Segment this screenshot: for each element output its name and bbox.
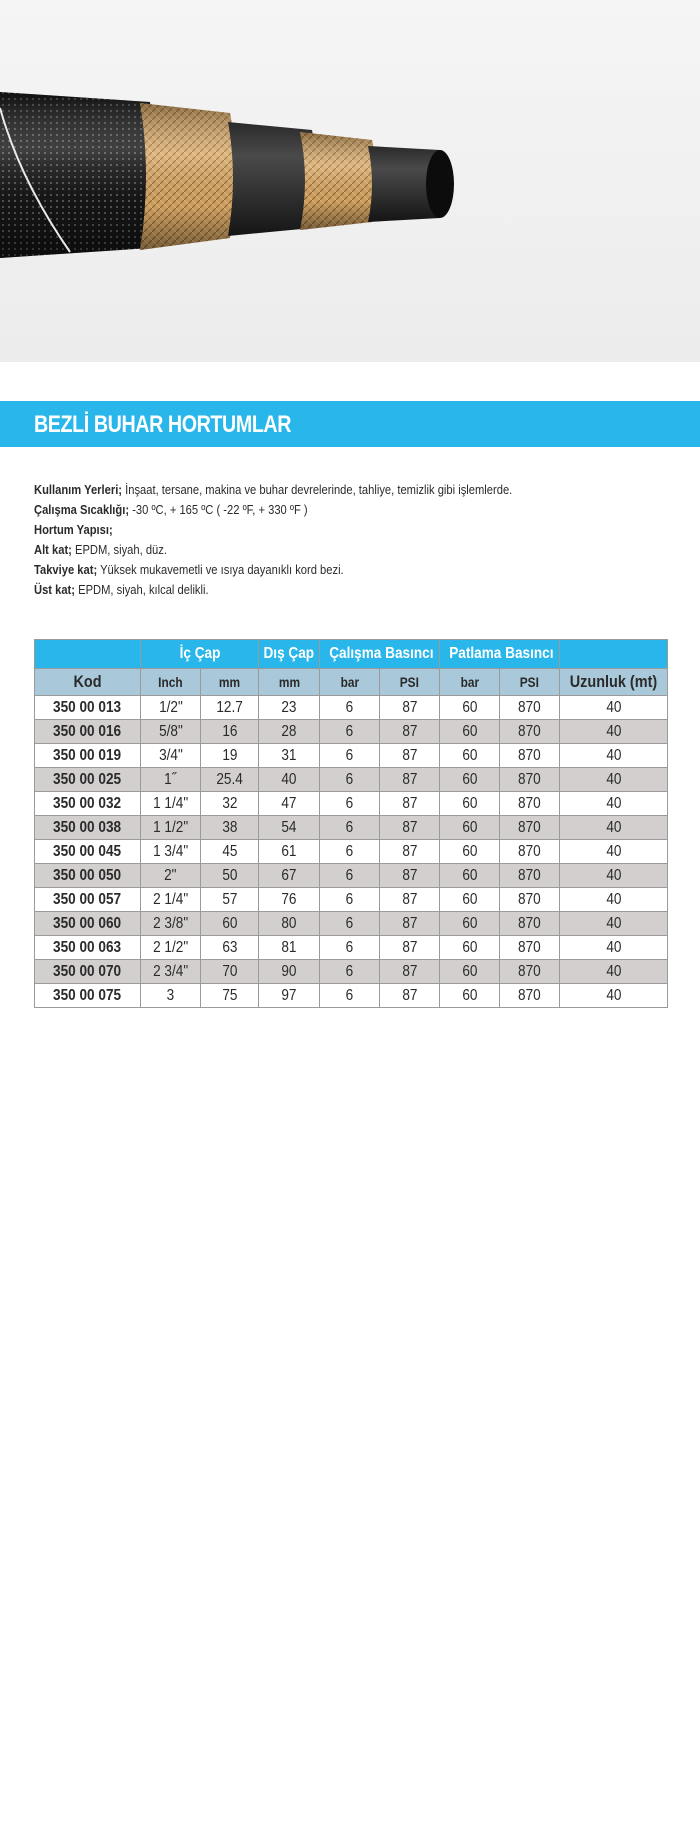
- cell-patlama-bar: 60: [440, 720, 500, 744]
- cell-mm: 12.7: [201, 696, 259, 720]
- cell-patlama-bar: 60: [440, 984, 500, 1008]
- cell-calisma-psi: 87: [380, 960, 440, 984]
- table-row: [35, 984, 668, 1008]
- cell-inch: 1/2": [141, 696, 201, 720]
- cell-patlama-bar: 60: [440, 768, 500, 792]
- info-usage: Kullanım Yerleri; İnşaat, tersane, makina ve buhar devrelerinde, tahliye, temizlik gibi işlemlerde.: [34, 482, 513, 497]
- cell-calisma-bar: 6: [320, 960, 380, 984]
- cell-code: 350 00 057: [35, 888, 141, 912]
- cell-calisma-psi: 87: [380, 888, 440, 912]
- cell-calisma-bar: 6: [320, 816, 380, 840]
- cell-patlama-psi: 870: [500, 744, 560, 768]
- cell-dis-mm: 54: [259, 816, 320, 840]
- cell-code: 350 00 032: [35, 792, 141, 816]
- cell-uzunluk: 40: [560, 816, 668, 840]
- table-row: [35, 936, 668, 960]
- cell-mm: 50: [201, 864, 259, 888]
- cell-mm: 25.4: [201, 768, 259, 792]
- cell-calisma-bar: 6: [320, 768, 380, 792]
- header-dis-mm: mm: [259, 669, 320, 696]
- cell-patlama-psi: 870: [500, 936, 560, 960]
- cell-inch: 2 3/4": [141, 960, 201, 984]
- cell-patlama-bar: 60: [440, 936, 500, 960]
- cell-dis-mm: 90: [259, 960, 320, 984]
- table-row: [35, 888, 668, 912]
- cell-code: 350 00 013: [35, 696, 141, 720]
- cell-dis-mm: 81: [259, 936, 320, 960]
- cell-code: 350 00 075: [35, 984, 141, 1008]
- cell-patlama-psi: 870: [500, 864, 560, 888]
- cell-dis-mm: 97: [259, 984, 320, 1008]
- cell-inch: 3: [141, 984, 201, 1008]
- cell-mm: 45: [201, 840, 259, 864]
- info-structure: Hortum Yapısı;: [34, 522, 113, 537]
- cell-uzunluk: 40: [560, 888, 668, 912]
- cell-patlama-psi: 870: [500, 840, 560, 864]
- cell-inch: 1˝: [141, 768, 201, 792]
- header-mm: mm: [201, 669, 259, 696]
- cell-calisma-bar: 6: [320, 984, 380, 1008]
- cell-patlama-bar: 60: [440, 744, 500, 768]
- table-row: [35, 768, 668, 792]
- header-patlama-bar: bar: [440, 669, 500, 696]
- cell-dis-mm: 76: [259, 888, 320, 912]
- cell-code: 350 00 038: [35, 816, 141, 840]
- cell-inch: 2 1/2": [141, 936, 201, 960]
- cell-dis-mm: 47: [259, 792, 320, 816]
- info-temperature: Çalışma Sıcaklığı; -30 ºC, + 165 ºC ( -22 ºF, + 330 ºF ): [34, 502, 308, 517]
- cell-patlama-psi: 870: [500, 792, 560, 816]
- cell-patlama-bar: 60: [440, 864, 500, 888]
- cell-uzunluk: 40: [560, 696, 668, 720]
- cell-mm: 38: [201, 816, 259, 840]
- cell-patlama-bar: 60: [440, 696, 500, 720]
- cell-calisma-psi: 87: [380, 840, 440, 864]
- cell-calisma-bar: 6: [320, 696, 380, 720]
- table-row: [35, 792, 668, 816]
- cell-mm: 57: [201, 888, 259, 912]
- cell-calisma-psi: 87: [380, 696, 440, 720]
- cell-mm: 16: [201, 720, 259, 744]
- cell-inch: 3/4": [141, 744, 201, 768]
- info-reinforcement: Takviye kat; Yüksek mukavemetli ve ısıya dayanıklı kord bezi.: [34, 562, 344, 577]
- cell-calisma-psi: 87: [380, 768, 440, 792]
- cell-code: 350 00 045: [35, 840, 141, 864]
- cell-uzunluk: 40: [560, 768, 668, 792]
- cell-calisma-bar: 6: [320, 912, 380, 936]
- cell-dis-mm: 28: [259, 720, 320, 744]
- cell-patlama-bar: 60: [440, 912, 500, 936]
- header-uzunluk: Uzunluk (mt): [560, 669, 668, 696]
- cell-calisma-bar: 6: [320, 864, 380, 888]
- cell-mm: 32: [201, 792, 259, 816]
- specification-table: [34, 639, 668, 1008]
- cell-patlama-bar: 60: [440, 816, 500, 840]
- cell-calisma-psi: 87: [380, 720, 440, 744]
- cell-inch: 1 1/2": [141, 816, 201, 840]
- header-calisma-psi: PSI: [380, 669, 440, 696]
- page-title: BEZLİ BUHAR HORTUMLAR: [34, 411, 292, 438]
- cell-calisma-psi: 87: [380, 936, 440, 960]
- header-calisma-basinci: Çalışma Basıncı: [320, 640, 440, 669]
- info-inner-layer: Alt kat; EPDM, siyah, düz.: [34, 542, 167, 557]
- cell-mm: 70: [201, 960, 259, 984]
- info-cover: Üst kat; EPDM, siyah, kılcal delikli.: [34, 582, 209, 597]
- cell-calisma-bar: 6: [320, 936, 380, 960]
- cell-inch: 2": [141, 864, 201, 888]
- cell-dis-mm: 80: [259, 912, 320, 936]
- cell-inch: 2 3/8": [141, 912, 201, 936]
- cell-patlama-bar: 60: [440, 792, 500, 816]
- header-calisma-bar: bar: [320, 669, 380, 696]
- table-row: [35, 720, 668, 744]
- header-kod: Kod: [35, 669, 141, 696]
- section-title-bar: [0, 401, 700, 447]
- cell-calisma-bar: 6: [320, 840, 380, 864]
- cell-patlama-bar: 60: [440, 960, 500, 984]
- table-row: [35, 840, 668, 864]
- cell-calisma-bar: 6: [320, 720, 380, 744]
- cell-patlama-psi: 870: [500, 696, 560, 720]
- cell-uzunluk: 40: [560, 960, 668, 984]
- cell-patlama-psi: 870: [500, 720, 560, 744]
- cell-dis-mm: 31: [259, 744, 320, 768]
- cell-code: 350 00 050: [35, 864, 141, 888]
- cell-uzunluk: 40: [560, 864, 668, 888]
- cell-patlama-psi: 870: [500, 984, 560, 1008]
- cell-code: 350 00 070: [35, 960, 141, 984]
- cell-calisma-psi: 87: [380, 912, 440, 936]
- cell-calisma-bar: 6: [320, 744, 380, 768]
- cell-code: 350 00 016: [35, 720, 141, 744]
- cell-dis-mm: 40: [259, 768, 320, 792]
- cell-inch: 1 1/4": [141, 792, 201, 816]
- cell-patlama-psi: 870: [500, 768, 560, 792]
- cell-calisma-psi: 87: [380, 864, 440, 888]
- cell-code: 350 00 063: [35, 936, 141, 960]
- table-row: [35, 912, 668, 936]
- product-info: [34, 480, 674, 600]
- cell-code: 350 00 019: [35, 744, 141, 768]
- table-row: [35, 864, 668, 888]
- header-patlama-basinci: Patlama Basıncı: [440, 640, 560, 669]
- header-dis-cap: Dış Çap: [259, 640, 320, 669]
- cell-patlama-psi: 870: [500, 960, 560, 984]
- cell-patlama-psi: 870: [500, 912, 560, 936]
- product-image: [0, 0, 700, 362]
- cell-patlama-psi: 870: [500, 888, 560, 912]
- table-row: [35, 744, 668, 768]
- cell-calisma-psi: 87: [380, 792, 440, 816]
- cell-code: 350 00 025: [35, 768, 141, 792]
- cell-patlama-bar: 60: [440, 888, 500, 912]
- cell-dis-mm: 67: [259, 864, 320, 888]
- cell-inch: 2 1/4": [141, 888, 201, 912]
- cell-uzunluk: 40: [560, 744, 668, 768]
- cell-patlama-psi: 870: [500, 816, 560, 840]
- header-inch: Inch: [141, 669, 201, 696]
- cell-uzunluk: 40: [560, 912, 668, 936]
- cell-inch: 1 3/4": [141, 840, 201, 864]
- cell-mm: 60: [201, 912, 259, 936]
- cell-uzunluk: 40: [560, 720, 668, 744]
- hose-illustration: [0, 0, 700, 362]
- cell-inch: 5/8": [141, 720, 201, 744]
- cell-uzunluk: 40: [560, 792, 668, 816]
- cell-calisma-bar: 6: [320, 888, 380, 912]
- table-sub-header: [35, 669, 668, 696]
- table-group-header: [35, 640, 668, 669]
- cell-calisma-psi: 87: [380, 984, 440, 1008]
- cell-uzunluk: 40: [560, 984, 668, 1008]
- cell-mm: 75: [201, 984, 259, 1008]
- cell-dis-mm: 61: [259, 840, 320, 864]
- table-row: [35, 696, 668, 720]
- table-row: [35, 960, 668, 984]
- cell-uzunluk: 40: [560, 936, 668, 960]
- table-row: [35, 816, 668, 840]
- cell-mm: 63: [201, 936, 259, 960]
- cell-calisma-psi: 87: [380, 816, 440, 840]
- cell-code: 350 00 060: [35, 912, 141, 936]
- header-patlama-psi: PSI: [500, 669, 560, 696]
- cell-mm: 19: [201, 744, 259, 768]
- cell-dis-mm: 23: [259, 696, 320, 720]
- cell-uzunluk: 40: [560, 840, 668, 864]
- cell-patlama-bar: 60: [440, 840, 500, 864]
- cell-calisma-bar: 6: [320, 792, 380, 816]
- cell-calisma-psi: 87: [380, 744, 440, 768]
- header-ic-cap: İç Çap: [141, 640, 259, 669]
